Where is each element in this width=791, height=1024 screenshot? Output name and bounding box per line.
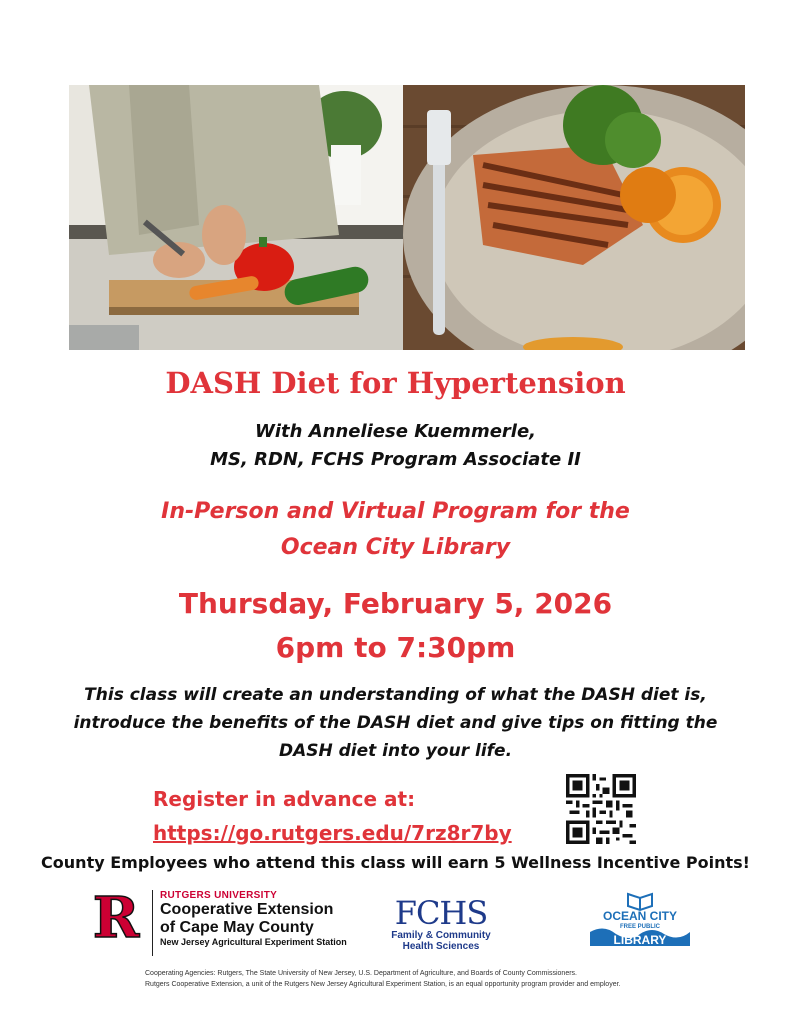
footer-line-2: Rutgers Cooperative Extension, a unit of the Rutgers New Jersey Agricultural Experiment Station, is an equal opportunity program provider and employer. (145, 981, 621, 988)
register-label: Register in advance at: (153, 787, 416, 811)
ocean-city-library-logo (586, 890, 694, 950)
description-line-3: DASH diet into your life. (278, 741, 513, 761)
open-book-icon (628, 894, 652, 910)
registration-block (153, 782, 512, 850)
register-link[interactable]: https://go.rutgers.edu/7rz8r7by (153, 821, 512, 845)
fchs-line-2: Health Sciences (402, 941, 480, 952)
presenter-line-2: MS, RDN, FCHS Program Associate II (210, 449, 581, 470)
fchs-acronym: FCHS (394, 894, 488, 932)
rutgers-r-icon (88, 890, 144, 942)
header-photos (69, 85, 745, 350)
presenter-info (0, 418, 791, 474)
fchs-line-1: Family & Community (391, 930, 491, 941)
cooperative-extension-label: Cooperative Extension (160, 901, 334, 918)
wellness-incentive: County Employees who attend this class will earn 5 Wellness Incentive Points! (41, 853, 750, 872)
fchs-logo (386, 896, 496, 952)
description-line-1: This class will create an understanding of what the DASH diet is, (84, 685, 707, 705)
event-date: Thursday, February 5, 2026 (178, 587, 613, 620)
rutgers-university-label: RUTGERS UNIVERSITY (160, 890, 278, 901)
grilled-chicken-plate-photo (403, 85, 745, 350)
event-datetime (0, 582, 791, 670)
rutgers-text (152, 890, 347, 956)
event-description (60, 681, 731, 765)
presenter-line-1: With Anneliese Kuemmerle, (254, 421, 536, 442)
event-time: 6pm to 7:30pm (275, 631, 516, 664)
description-line-2: introduce the benefits of the DASH diet and give tips on fitting the (73, 713, 718, 733)
footer-disclaimer (145, 968, 765, 990)
program-info (0, 494, 791, 566)
page-title: DASH Diet for Hypertension (165, 366, 626, 400)
svg-text:R: R (92, 890, 140, 942)
program-line-1: In-Person and Virtual Program for the (161, 499, 630, 524)
njaes-label: New Jersey Agricultural Experiment Station (160, 937, 347, 947)
county-label: of Cape May County (160, 919, 314, 936)
footer-line-1: Cooperating Agencies: Rutgers, The State University of New Jersey, U.S. Department of Agriculture, and Boards of County Commissioners. (145, 970, 577, 977)
svg-text:OCEAN CITY: OCEAN CITY (602, 909, 678, 923)
svg-text:LIBRARY: LIBRARY (613, 933, 667, 947)
program-line-2: Ocean City Library (280, 535, 511, 560)
svg-text:FREE PUBLIC: FREE PUBLIC (619, 924, 661, 930)
rutgers-logo (88, 890, 347, 956)
chopping-vegetables-photo (69, 85, 403, 350)
qr-code[interactable] (566, 774, 636, 844)
